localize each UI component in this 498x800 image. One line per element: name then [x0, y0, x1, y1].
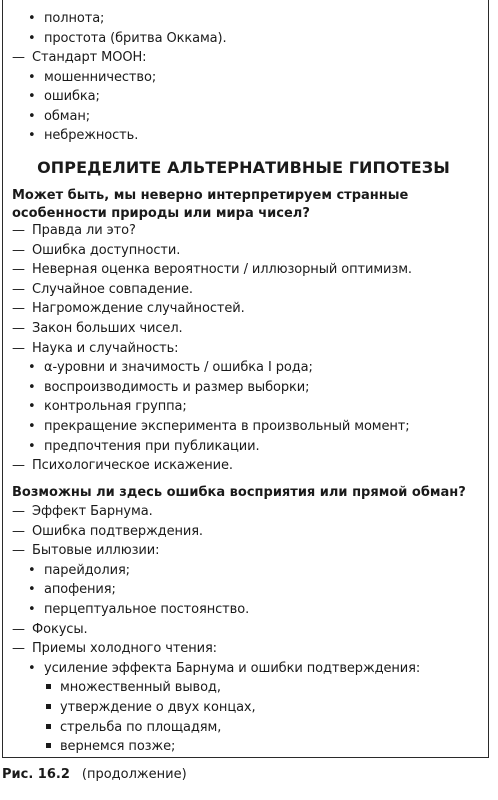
list-item-text: Фокусы. — [32, 621, 88, 637]
list-item-text: Психологическое искажение. — [32, 458, 233, 474]
bullet-marker: • — [28, 128, 36, 143]
list-item — [28, 88, 100, 106]
list-item-text: простота (бритва Оккама). — [44, 30, 227, 46]
list-item — [12, 503, 153, 521]
bullet-marker: • — [28, 11, 36, 26]
dash-marker: — — [12, 301, 25, 317]
question-2: Возможны ли здесь ошибка восприятия или прямой обман? — [12, 485, 466, 500]
square-bullet-marker — [44, 699, 60, 717]
dash-marker: — — [12, 458, 25, 474]
list-item-text: Правда ли это? — [32, 223, 136, 238]
bullet-marker: • — [28, 89, 36, 104]
list-item — [28, 660, 420, 678]
list-item-text: Бытовые иллюзии: — [32, 543, 160, 559]
list-item-text: полнота; — [44, 11, 105, 26]
bullet-marker: • — [28, 69, 36, 85]
list-item — [12, 457, 233, 475]
list-item-text: Приемы холодного чтения: — [32, 641, 217, 657]
dash-marker: — — [12, 242, 25, 258]
list-item — [12, 242, 180, 260]
bullet-marker: • — [28, 379, 36, 395]
figure-caption — [2, 767, 187, 782]
square-bullet-marker — [44, 738, 60, 756]
section-heading: ОПРЕДЕЛИТЕ АЛЬТЕРНАТИВНЫЕ ГИПОТЕЗЫ — [37, 158, 450, 177]
list-item-text: предпочтения при публикации. — [44, 438, 260, 454]
dash-marker: — — [12, 641, 25, 657]
list-item-text: контрольная группа; — [44, 399, 187, 415]
list-item — [44, 679, 221, 697]
bullet-marker: • — [28, 438, 36, 454]
list-item-text: перцептуальное постоянство. — [44, 602, 250, 617]
list-item-text: Ошибка подтверждения. — [32, 523, 203, 539]
dash-marker: — — [12, 340, 25, 356]
list-item-text: Случайное совпадение. — [32, 281, 193, 297]
caption-text: (продолжение) — [81, 767, 187, 782]
list-item — [28, 359, 313, 377]
list-item-text: ошибка; — [44, 89, 100, 104]
list-item — [12, 523, 203, 541]
list-item — [12, 340, 178, 358]
list-item-text: Ошибка доступности. — [32, 242, 181, 258]
list-item — [12, 261, 412, 279]
dash-marker: — — [12, 621, 25, 637]
list-item-text: α-уровни и значимость / ошибка I рода; — [44, 360, 313, 376]
list-item — [12, 542, 159, 560]
list-item — [12, 320, 183, 338]
square-bullet-icon — [46, 743, 51, 748]
list-item-text: Наука и случайность: — [32, 340, 179, 356]
list-item — [12, 222, 136, 240]
list-item — [28, 10, 104, 28]
bullet-marker: • — [28, 30, 36, 46]
bullet-marker: • — [28, 602, 36, 617]
list-item-text: небрежность. — [44, 128, 139, 143]
dash-marker: — — [12, 262, 25, 278]
bullet-marker: • — [28, 108, 36, 124]
list-item — [44, 699, 256, 717]
list-item — [12, 300, 245, 318]
list-item-text: усиление эффекта Барнума и ошибки подтверждения: — [44, 660, 421, 676]
question-1: Может быть, мы неверно интерпретируем странные особенности природы или мира чисел? — [12, 188, 409, 221]
dash-marker: — — [12, 504, 25, 519]
bullet-marker: • — [28, 419, 36, 434]
list-item-text: Закон больших чисел. — [32, 321, 183, 336]
bullet-marker: • — [28, 360, 36, 376]
dash-marker: — — [12, 543, 25, 559]
list-item-text: апофения; — [44, 582, 116, 598]
list-item — [44, 738, 175, 756]
list-item — [28, 30, 227, 48]
list-item-text: обман; — [44, 108, 91, 124]
dash-marker: — — [12, 321, 25, 336]
list-item — [12, 49, 146, 67]
list-item-text: вернемся позже; — [60, 739, 176, 755]
list-item — [12, 281, 193, 299]
square-bullet-icon — [46, 684, 51, 689]
list-item — [28, 108, 90, 126]
list-item — [12, 640, 217, 658]
list-item-text: утверждение о двух концах, — [60, 700, 256, 715]
bullet-marker: • — [28, 562, 36, 578]
bullet-marker: • — [28, 399, 36, 415]
list-item — [44, 719, 221, 737]
list-item — [28, 418, 410, 436]
square-bullet-marker — [44, 679, 60, 697]
bullet-marker: • — [28, 582, 36, 598]
caption-label: Рис. 16.2 — [2, 767, 70, 782]
square-bullet-marker — [44, 719, 60, 737]
list-item-text: Эффект Барнума. — [32, 504, 153, 519]
bullet-marker: • — [28, 660, 36, 676]
list-item-text: воспроизводимость и размер выборки; — [44, 379, 310, 395]
list-item-text: парейдолия; — [44, 562, 130, 578]
list-item-text: Стандарт МООН: — [32, 50, 147, 65]
list-item-text: мошенничество; — [44, 69, 157, 85]
dash-marker: — — [12, 281, 25, 297]
list-item — [28, 581, 116, 599]
list-item — [28, 69, 156, 87]
list-item-text: Неверная оценка вероятности / иллюзорный оптимизм. — [32, 262, 412, 278]
square-bullet-icon — [46, 704, 51, 709]
list-item — [28, 601, 249, 619]
dash-marker: — — [12, 523, 25, 539]
list-item — [28, 398, 187, 416]
list-item — [28, 562, 130, 580]
list-item-text: стрельба по площадям, — [60, 719, 222, 735]
dash-marker: — — [12, 223, 25, 238]
dash-marker: — — [12, 50, 25, 65]
list-item — [28, 438, 260, 456]
square-bullet-icon — [46, 724, 51, 729]
list-item — [28, 127, 138, 145]
list-item — [28, 379, 309, 397]
list-item-text: множественный вывод, — [60, 680, 221, 696]
list-item-text: Нагромождение случайностей. — [32, 301, 245, 317]
list-item-text: прекращение эксперимента в произвольный момент; — [44, 419, 410, 434]
list-item — [12, 621, 88, 639]
